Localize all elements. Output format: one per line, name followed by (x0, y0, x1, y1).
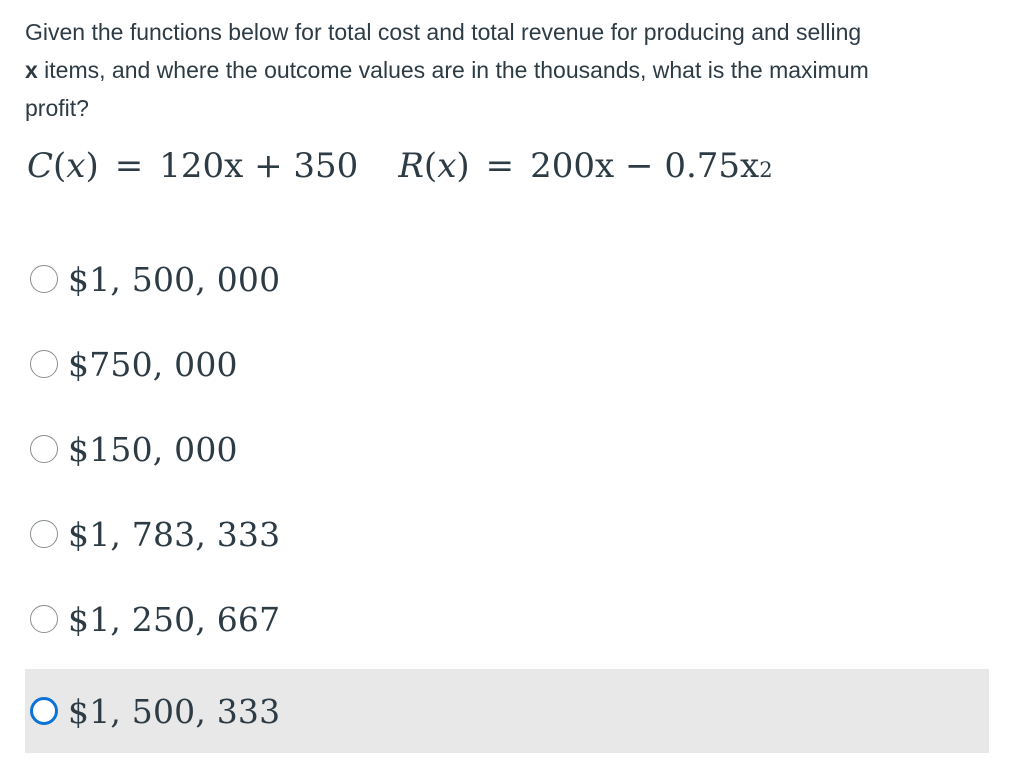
answer-option-4[interactable] (25, 492, 989, 576)
radio-button-icon[interactable] (30, 520, 58, 548)
cost-function-var: x (66, 146, 86, 186)
answer-option-label: $1, 500, 000 (68, 259, 281, 299)
question-text (25, 13, 995, 127)
radio-button-icon[interactable] (30, 697, 58, 725)
answer-option-3[interactable] (25, 407, 989, 491)
formula: C ( x ) = 120x + 350 R ( x ) = 200x − 0.75x 2 (27, 146, 773, 186)
question-line-2 (25, 51, 995, 89)
radio-button-icon[interactable] (30, 265, 58, 293)
answer-option-1[interactable] (25, 237, 989, 321)
radio-button-icon[interactable] (30, 350, 58, 378)
revenue-function-rhs: 200x − 0.75x (530, 146, 760, 186)
answer-option-label: $1, 783, 333 (68, 514, 281, 554)
question-line-3: profit? (25, 95, 89, 121)
revenue-function-name: R (398, 146, 424, 186)
answer-option-label: $750, 000 (68, 344, 238, 384)
answer-option-2[interactable] (25, 322, 989, 406)
answer-option-label: $1, 500, 333 (68, 691, 281, 731)
radio-button-icon[interactable] (30, 435, 58, 463)
answer-option-label: $150, 000 (68, 429, 238, 469)
cost-function-name: C (27, 146, 54, 186)
answer-option-5[interactable] (25, 577, 989, 661)
answer-option-6[interactable] (25, 669, 989, 753)
question-line-1: Given the functions below for total cost and total revenue for producing and selling (25, 19, 862, 45)
question-line-2-text: items, and where the outcome values are in the thousands, what is the maximum (37, 57, 869, 83)
answer-option-label: $1, 250, 667 (68, 599, 281, 639)
radio-button-icon[interactable] (30, 605, 58, 633)
revenue-function-var: x (437, 146, 457, 186)
question-bold-x: x (25, 57, 38, 83)
cost-function-rhs: 120x + 350 (159, 146, 359, 186)
